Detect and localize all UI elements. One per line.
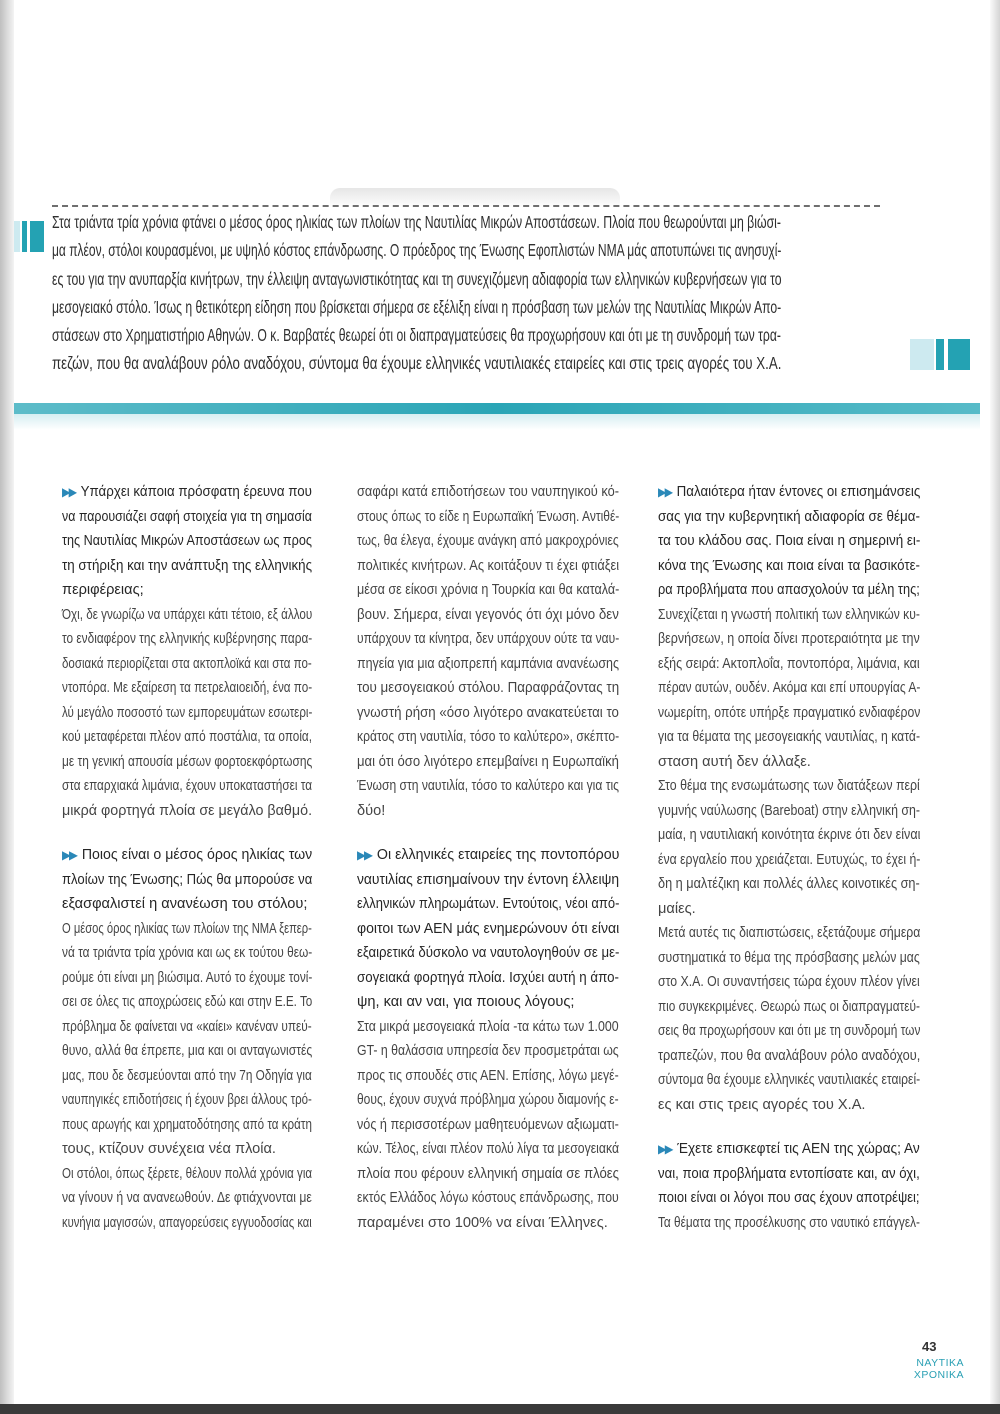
question-5: ▶▶ Έχετε επισκεφτεί τις ΑΕΝ της χώρας; Αν ναι, ποια προβλήματα εντοπίσατε και, αν όχι, ποιοι είναι οι λόγοι που σας έχουν αποτρέψει; bbox=[658, 1141, 920, 1206]
answer-1: Όχι, δε γνωρίζω να υπάρχει κάτι τέτοιο, εξ άλλου το ενδιαφέρον της ελληνικής κυβέρνησης παρα- δοσιακά περιορίζεται στα ακτοπλοϊκά και στα πο- ντοπόρα. Με εξαίρεση τα πετρελαιοειδή, ένα πο- λύ μεγάλο ποσοστό των εμπορευμάτων εσωτερι- κού μεταφέρεται πλέον από ποστάλια, τα οποία, με τη γενική απουσία μέσων φορτοεκφόρτωσης στα επαρχιακά λιμάνια, έχουν υποκαταστήσει τα μικρά φορτηγά πλοία σε μεγάλο βαθμό. bbox=[62, 606, 313, 819]
answer-6: Στο θέμα της ενσωμάτωσης των διατάξεων περί γυμνής ναύλωσης (Bareboat) στην ελληνική ση- μαία, η ναυτιλιακή κοινότητα έκρινε ότι δεν είναι ένα εργαλείο που χρειάζεται. Ευτυχώς, το έχει ή- δη η μαλτέζικη και πολλές άλλες κοινοτικές ση- μαίες. bbox=[658, 778, 921, 917]
brand-line-1: ΝΑΥΤΙΚΑ bbox=[916, 1357, 964, 1369]
intro-line: μεσογειακό στόλο. Ίσως η θετικότερη είδηση που βρίσκεται σήμερα σε εξέλιξη είναι η πρόσβαση των μελών της Ναυτιλίας Μικρών Απο- bbox=[52, 296, 782, 317]
article-column-3 bbox=[658, 480, 920, 1235]
section-divider-fade bbox=[14, 414, 980, 430]
scan-edge-left bbox=[0, 0, 14, 1414]
scan-edge-bottom bbox=[0, 1404, 1000, 1414]
article-column-2 bbox=[357, 480, 619, 1235]
question-3: ▶▶ Οι ελληνικές εταιρείες της ποντοπόρου ναυτιλίας επισημαίνουν την έντονη έλλειψη ελληνικών πληρωμάτων. Εντούτοις, νέοι από- φοιτοι των ΑΕΝ μάς ενημερώνουν ότι είναι εξαιρετικά δύσκολο να ναυτολογηθούν σε με- σογειακά φορτηγά πλοία. Ισχύει αυτή η άπο- ψη, και αν ναι, για ποιους λόγους; bbox=[357, 847, 620, 1010]
article-column-1 bbox=[62, 480, 312, 1235]
intro-line: πεζών, που θα αναλάβουν ρόλο αναδόχου, σύντομα θα έχουμε ελληνικές ναυτιλιακές εταιρείες και στις τρεις αγορές του Χ.Α. bbox=[52, 353, 782, 374]
dashed-divider bbox=[52, 205, 880, 207]
question-1: ▶▶ Υπάρχει κάποια πρόσφατη έρευνα που να παρουσιάζει σαφή στοιχεία για τη σημασία της Ναυτιλίας Μικρών Αποστάσεων ως προς τη στήριξη και την ανάπτυξη της ελληνικής περιφέρειας; bbox=[62, 484, 313, 598]
question-arrow-icon: ▶▶ bbox=[62, 485, 76, 499]
answer-2: Ο μέσος όρος ηλικίας των πλοίων της ΝΜΑ ξεπερ- νά τα τριάντα τρία χρόνια και ως εκ τούτου θεω- ρούμε ότι είναι μη βιώσιμα. Αυτό το έχουμε τονί- σει σε όλες τις αποχρώσεις εδώ και στην Ε.Ε. Το πρόβλημα δε φαίνεται να «καίει» κανέναν υπεύ- θυνο, αλλά θα έπρεπε, μια και οι ανταγωνιστές μας, που δε δεσμεύονται από την 7η Οδηγία για ναυπηγικές επιδοτήσεις ή έχουν βρει άλλους τρό- πους αρωγής και χρηματοδότησης από τα κράτη τους, κτίζουν συνέχεια νέα πλοία. bbox=[62, 920, 313, 1157]
brand-line-2: ΧΡΟΝΙΚΑ bbox=[913, 1369, 964, 1381]
answer-5: Συνεχίζεται η γνωστή πολιτική των ελληνικών κυ- βερνήσεων, η οποία δίνει προτεραιότητα με την εξής σειρά: Ακτοπλοΐα, ποντοπόρα, λιμάνια, και πέραν αυτών, ουδέν. Ακόμα και επί υπουργίας Α- νωμερίτη, οπότε υπήρξε πραγματικό ενδιαφέρον για τα θέματα της μεσογειακής ναυτιλίας, η κατά- σταση αυτή δεν άλλαξε. bbox=[658, 606, 921, 770]
answer-4: Στα μικρά μεσογειακά πλοία -τα κάτω των 1.000 GT- η θαλάσσια υπηρεσία δεν προσμετράται ως προς τις σπουδές στις ΑΕΝ. Επίσης, λόγω μεγέ- θους, έχουν συχνά πρόβλημα χώρου διαμονής ε- νός ή περισσοτέρων μαθητευόμενων αξιωματι- κών. Τέλος, είναι πλέον πολύ λίγα τα μεσογειακά πλοία που φέρουν ελληνική σημαία σε πλόες εκτός Ελλάδος λόγω κόστους επάνδρωσης, που παραμένει στο 100% να είναι Έλληνες. bbox=[357, 1018, 620, 1231]
question-4: ▶▶ Παλαιότερα ήταν έντονες οι επισημάνσεις σας για την κυβερνητική αδιαφορία σε θέμα- τα του κλάδου σας. Ποια είναι η σημερινή ει- κόνα της Ένωσης και ποια είναι τα βασικότε- ρα προβλήματα που απασχολούν τα μέλη της; bbox=[658, 484, 921, 598]
intro-line: μα πλέον, στόλοι κουρασμένοι, με υψηλό κόστος επάνδρωσης. Ο πρόεδρος της Ένωσης Εφοπλιστών ΝΜΑ μάς αποτυπώνει τις ανησυχί- bbox=[52, 240, 782, 261]
scan-edge-right bbox=[990, 0, 1000, 1414]
section-divider-bar bbox=[14, 403, 980, 414]
intro-line: στάσεων στο Χρηματιστήριο Αθηνών. Ο κ. Βαρβατές θεωρεί ότι οι διαπραγματεύσεις θα προχωρήσουν και ότι με τη συνδρομή των τρα- bbox=[52, 325, 781, 346]
answer-8: Τα θέματα της προσέλκυσης στο ναυτικό επάγγελ- bbox=[658, 1214, 920, 1231]
intro-line: ες του για την ανυπαρξία κινήτρων, την έλλειψη ανταγωνιστικότητας και τη συνεχιζόμενη αδιαφορία των ελληνικών κυβερνήσεων για το bbox=[52, 268, 782, 289]
answer-3: Οι στόλοι, όπως ξέρετε, θέλουν πολλά χρόνια για να γίνουν ή να ανανεωθούν. Δε φτιάχνονται με κυνήγια μαγισσών, απαγορεύσεις εγγυοδοσίας και bbox=[62, 1165, 313, 1231]
question-arrow-icon: ▶▶ bbox=[357, 848, 372, 862]
answer-7: Μετά αυτές τις διαπιστώσεις, εξετάζουμε σήμερα συστηματικά το θέμα της πρόσβασης μελών μας στο Χ.Α. Οι συναντήσεις τώρα έχουν πλέον γίνει πιο συγκεκριμένες. Θεωρώ πως οι διαπραγματεύ- σεις θα προχωρήσουν και ότι με τη συνδρομή των τραπεζών, που θα αναλάβουν ρόλο αναδόχου, σύντομα θα έχουμε ελληνικές ναυτιλιακές εταιρεί- ες και στις τρεις αγορές του Χ.Α. bbox=[658, 925, 921, 1113]
magazine-brand bbox=[912, 1357, 964, 1381]
question-arrow-icon: ▶▶ bbox=[658, 485, 672, 499]
question-arrow-icon: ▶▶ bbox=[62, 848, 77, 862]
answer-continued: σαφάρι κατά επιδοτήσεων του ναυπηγικού κό- στους όπως το είδε η Ευρωπαϊκή Ένωση. Αντιθέ- τως, θα έλεγα, έχουμε ανάγκη από μακροχρόνιες πολιτικές κινήτρων. Ας κοιτάξουν τι έχει φτιάξει μέσα σε είκοσι χρόνια η Τουρκία και θα καταλά- βουν. Σήμερα, είναι γεγονός ότι όχι μόνο δεν υπάρχουν τα κίνητρα, δεν υπάρχουν ούτε τα ναυ- πηγεία για μια αξιοπρεπή καμπάνια ανανέωσης του μεσογειακού στόλου. Παραφράζοντας τη γνωστή ρήση «όσο λιγότερο ανακατεύεται το κράτος στη ναυτιλία, τόσο το καλύτερο», σκέπτο- μαι ότι όσο λιγότερο επεμβαίνει η Ευρωπαϊκή Ένωση στη ναυτιλία, τόσο το καλύτερο και για τις δύο! bbox=[357, 484, 620, 819]
question-2: ▶▶ Ποιος είναι ο μέσος όρος ηλικίας των πλοίων της Ένωσης; Πώς θα μπορούσε να εξασφαλιστεί η ανανέωση του στόλου; bbox=[62, 847, 313, 912]
question-arrow-icon: ▶▶ bbox=[658, 1142, 672, 1156]
page-number: 43 bbox=[922, 1339, 937, 1354]
intro-paragraph bbox=[52, 208, 781, 378]
intro-line: Στα τριάντα τρία χρόνια φτάνει ο μέσος όρος ηλικίας των πλοίων της Ναυτιλίας Μικρών Αποστάσεων. Πλοία που θεωρούνται μη βιώσι- bbox=[52, 212, 781, 232]
